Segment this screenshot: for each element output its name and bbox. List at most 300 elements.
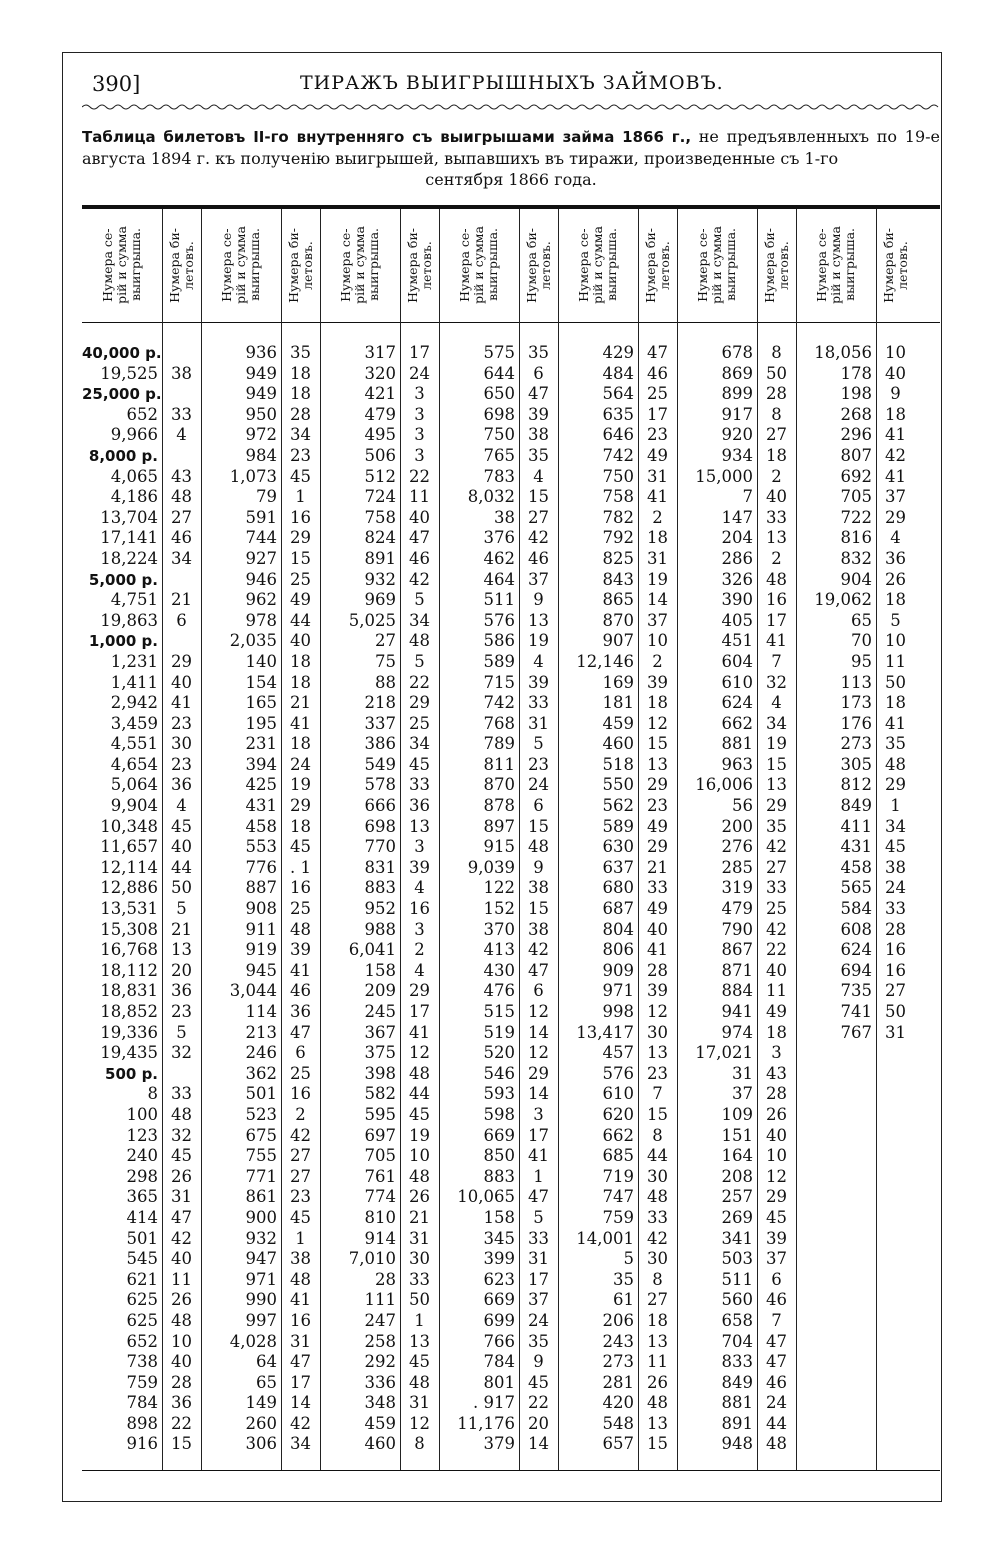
ticket-cell: 4 — [414, 878, 425, 898]
ticket-cell: 37 — [528, 569, 549, 589]
page-number: 390] — [92, 72, 141, 96]
ticket-cell: 11 — [409, 487, 430, 507]
series-cell: 883 — [364, 878, 396, 898]
ticket-cell: 46 — [766, 1372, 787, 1392]
series-cell: 19,336 — [100, 1022, 158, 1042]
series-cell: 546 — [483, 1063, 515, 1083]
ticket-cell: 27 — [885, 981, 906, 1001]
ticket-cell: 27 — [290, 1166, 311, 1186]
ticket-cell: 15 — [528, 816, 549, 836]
ticket-cell: 41 — [885, 466, 906, 486]
series-cell: 644 — [483, 363, 515, 383]
ticket-cell: 42 — [766, 919, 787, 939]
series-cell: 19,525 — [100, 363, 158, 383]
series-cell: 3,044 — [229, 981, 277, 1001]
ticket-cell: 3 — [414, 404, 425, 424]
series-cell: 12,886 — [100, 878, 158, 898]
series-cell: 908 — [245, 899, 277, 919]
ticket-cell: 10 — [171, 1331, 192, 1351]
ticket-cell: 33 — [647, 1207, 668, 1227]
ticket-cell: 18 — [290, 363, 311, 383]
ticket-cell: 40 — [171, 672, 192, 692]
series-cell: 420 — [602, 1393, 634, 1413]
series-cell: 281 — [602, 1372, 634, 1392]
ticket-cell: 14 — [647, 590, 668, 610]
column-header-ticket — [400, 212, 439, 318]
ticket-cell: 19 — [528, 631, 549, 651]
ticket-cell: 39 — [290, 940, 311, 960]
ticket-cell: 23 — [290, 445, 311, 465]
ticket-cell: 16 — [885, 960, 906, 980]
series-cell: 218 — [364, 693, 396, 713]
ticket-cell: 39 — [647, 981, 668, 1001]
series-cell: 164 — [721, 1146, 753, 1166]
series-cell: 887 — [245, 878, 277, 898]
series-cell: 576 — [483, 610, 515, 630]
series-cell: 10,348 — [100, 816, 158, 836]
series-cell: 584 — [840, 899, 872, 919]
ticket-cell: 23 — [171, 713, 192, 733]
series-cell: 843 — [602, 569, 634, 589]
ticket-cell: 18 — [766, 445, 787, 465]
header-rule — [82, 322, 940, 323]
series-cell: 5,064 — [110, 775, 158, 795]
ticket-cell: 24 — [409, 363, 430, 383]
ticket-cell: 29 — [885, 507, 906, 527]
series-cell: 240 — [126, 1146, 158, 1166]
ticket-cell: 37 — [528, 1290, 549, 1310]
series-cell: 362 — [245, 1063, 277, 1083]
ticket-cell: 24 — [528, 775, 549, 795]
series-cell: 165 — [245, 693, 277, 713]
series-cell: 61 — [613, 1290, 634, 1310]
ticket-cell: 37 — [766, 1249, 787, 1269]
ticket-cell: 41 — [885, 713, 906, 733]
series-cell: 158 — [483, 1207, 515, 1227]
ticket-cell: 32 — [171, 1043, 192, 1063]
ticket-cell: 16 — [290, 1084, 311, 1104]
series-cell: 685 — [602, 1146, 634, 1166]
ticket-cell: 26 — [171, 1166, 192, 1186]
series-cell: 652 — [126, 404, 158, 424]
ticket-cell: 22 — [409, 672, 430, 692]
series-cell: 697 — [364, 1125, 396, 1145]
series-cell: 257 — [721, 1187, 753, 1207]
series-cell: 666 — [364, 796, 396, 816]
series-cell: 515 — [483, 1002, 515, 1021]
ticket-cell — [162, 1064, 201, 1085]
ticket-cell: 21 — [171, 590, 192, 610]
ticket-cell: 16 — [885, 940, 906, 960]
series-cell: 652 — [126, 1331, 158, 1351]
ticket-cell: 47 — [528, 1187, 549, 1207]
ticket-cell: 19 — [766, 734, 787, 754]
series-cell: 635 — [602, 404, 634, 424]
series-cell: 850 — [483, 1146, 515, 1166]
series-cell: 984 — [245, 445, 277, 465]
ticket-cell: 47 — [766, 1331, 787, 1351]
ticket-cell: 15 — [290, 548, 311, 568]
ticket-cell: 23 — [647, 1063, 668, 1083]
series-cell: 268 — [840, 404, 872, 424]
series-cell: 414 — [126, 1207, 158, 1227]
ticket-cell: 22 — [171, 1413, 192, 1433]
ticket-cell: 21 — [290, 693, 311, 713]
series-cell: 286 — [721, 548, 753, 568]
series-cell: 459 — [364, 1413, 396, 1433]
ticket-cell: 44 — [409, 1084, 430, 1104]
series-cell: 9,904 — [110, 796, 158, 816]
series-cell: 429 — [602, 343, 634, 362]
series-cell: 173 — [840, 693, 872, 713]
series-cell: 460 — [602, 734, 634, 754]
ticket-cell: 25 — [290, 899, 311, 919]
ticket-cell: 4 — [176, 425, 187, 445]
series-cell: 564 — [602, 384, 634, 404]
series-cell: 719 — [602, 1166, 634, 1186]
series-cell: 2,942 — [110, 693, 158, 713]
series-cell: 208 — [721, 1166, 753, 1186]
ticket-cell: 13 — [647, 754, 668, 774]
ticket-cell: 21 — [409, 1207, 430, 1227]
table-caption — [82, 126, 940, 190]
ticket-cell: 40 — [171, 837, 192, 857]
series-cell: 9,966 — [110, 425, 158, 445]
series-cell: 462 — [483, 548, 515, 568]
series-cell: 878 — [483, 796, 515, 816]
ticket-cell: 47 — [528, 960, 549, 980]
series-cell: 849 — [840, 796, 872, 816]
series-cell: 413 — [483, 940, 515, 960]
series-cell: 149 — [245, 1393, 277, 1413]
series-cell: 15,000 — [695, 466, 753, 486]
ticket-cell: 41 — [290, 713, 311, 733]
series-cell: 27 — [375, 631, 396, 651]
series-cell: 152 — [483, 899, 515, 919]
ticket-cell: 26 — [766, 1104, 787, 1124]
ticket-cell: 13 — [647, 1413, 668, 1433]
series-cell: 784 — [483, 1352, 515, 1372]
series-cell: 411 — [840, 816, 872, 836]
series-cell: 917 — [721, 404, 753, 424]
series-cell: 741 — [840, 1002, 872, 1021]
series-cell: 12,146 — [576, 651, 634, 671]
series-cell: 7,010 — [348, 1249, 396, 1269]
ticket-cell: 14 — [528, 1434, 549, 1454]
series-cell: 907 — [602, 631, 634, 651]
series-cell: 578 — [364, 775, 396, 795]
series-cell: 742 — [483, 693, 515, 713]
series-cell: 276 — [721, 837, 753, 857]
ticket-cell: 13 — [647, 1331, 668, 1351]
series-cell: 919 — [245, 940, 277, 960]
ticket-cell: 26 — [171, 1290, 192, 1310]
series-cell: 766 — [483, 1331, 515, 1351]
ticket-cell: 36 — [171, 1393, 192, 1413]
series-cell: 19,435 — [100, 1043, 158, 1063]
ticket-cell: 15 — [766, 754, 787, 774]
series-cell: 2,035 — [229, 631, 277, 651]
ticket-cell: 4 — [533, 466, 544, 486]
series-cell: 458 — [245, 816, 277, 836]
ticket-cell: 13 — [766, 528, 787, 548]
series-cell: 16,006 — [695, 775, 753, 795]
series-cell: 38 — [494, 507, 515, 527]
series-cell: 946 — [245, 569, 277, 589]
series-cell: 459 — [602, 713, 634, 733]
series-cell: 246 — [245, 1043, 277, 1063]
series-cell: 825 — [602, 548, 634, 568]
ticket-cell: 15 — [647, 1104, 668, 1124]
ticket-cell — [162, 631, 201, 652]
ticket-cell: 36 — [171, 981, 192, 1001]
series-cell: 319 — [721, 878, 753, 898]
series-cell: 675 — [245, 1125, 277, 1145]
ticket-cell: 40 — [647, 919, 668, 939]
ticket-cell: 30 — [409, 1249, 430, 1269]
series-cell: 738 — [126, 1352, 158, 1372]
column-header-series — [201, 212, 281, 318]
series-cell: 247 — [364, 1310, 396, 1330]
series-cell: 897 — [483, 816, 515, 836]
series-cell: 12,114 — [100, 857, 158, 877]
series-cell: 941 — [721, 1002, 753, 1021]
series-cell: 379 — [483, 1434, 515, 1454]
ticket-cell: 10 — [766, 1146, 787, 1166]
ticket-cell: 38 — [528, 919, 549, 939]
ticket-cell: 5 — [533, 1207, 544, 1227]
series-column — [558, 343, 634, 1455]
ticket-cell: 36 — [885, 548, 906, 568]
series-cell: 151 — [721, 1125, 753, 1145]
ticket-cell: 46 — [766, 1290, 787, 1310]
ticket-column — [757, 343, 796, 1455]
ticket-cell — [162, 384, 201, 405]
series-cell: 464 — [483, 569, 515, 589]
series-cell: 662 — [721, 713, 753, 733]
series-column — [677, 343, 753, 1455]
series-cell: 669 — [483, 1290, 515, 1310]
ticket-cell: 32 — [766, 672, 787, 692]
ticket-cell: 25 — [409, 713, 430, 733]
ticket-cell: 41 — [766, 631, 787, 651]
column-header-ticket — [519, 212, 558, 318]
series-cell: 610 — [721, 672, 753, 692]
series-cell: 969 — [364, 590, 396, 610]
column-header-series-label: Нумера се- рій и сумма выигрыша. — [338, 226, 381, 304]
column-header-ticket-label: Нумера би- летовъ. — [166, 227, 196, 303]
series-cell: 11,176 — [457, 1413, 515, 1433]
ticket-cell: 27 — [766, 857, 787, 877]
series-cell: 625 — [126, 1290, 158, 1310]
series-cell: 376 — [483, 528, 515, 548]
series-cell: 501 — [245, 1084, 277, 1104]
series-cell: 399 — [483, 1249, 515, 1269]
series-cell: 810 — [364, 1207, 396, 1227]
series-cell: 759 — [602, 1207, 634, 1227]
series-cell: 971 — [602, 981, 634, 1001]
ticket-cell: 42 — [766, 837, 787, 857]
ticket-cell: 15 — [528, 487, 549, 507]
series-cell: 678 — [721, 343, 753, 362]
column-header-ticket — [638, 212, 677, 318]
series-cell: 792 — [602, 528, 634, 548]
ticket-cell: 17 — [409, 343, 430, 362]
ticket-cell: 31 — [528, 713, 549, 733]
ticket-cell — [162, 446, 201, 467]
ticket-cell: 40 — [766, 487, 787, 507]
ticket-cell: 46 — [528, 548, 549, 568]
series-cell: 70 — [851, 631, 872, 651]
ticket-cell: 35 — [528, 445, 549, 465]
series-cell: 591 — [245, 507, 277, 527]
ticket-cell: 33 — [766, 507, 787, 527]
ticket-cell: 34 — [766, 713, 787, 733]
series-cell: 285 — [721, 857, 753, 877]
series-cell: 620 — [602, 1104, 634, 1124]
ticket-cell: 29 — [766, 796, 787, 816]
series-cell: 582 — [364, 1084, 396, 1104]
series-cell: 7 — [742, 487, 753, 507]
ticket-cell: 47 — [290, 1022, 311, 1042]
series-cell: 950 — [245, 404, 277, 424]
series-cell: 565 — [840, 878, 872, 898]
ticket-cell: 50 — [409, 1290, 430, 1310]
series-cell: 698 — [364, 816, 396, 836]
series-cell: 17,141 — [100, 528, 158, 548]
series-cell: 4,551 — [110, 734, 158, 754]
series-cell: 213 — [245, 1022, 277, 1042]
ticket-cell: 29 — [647, 775, 668, 795]
series-cell: 576 — [602, 1063, 634, 1083]
series-cell: 833 — [721, 1352, 753, 1372]
series-cell: 962 — [245, 590, 277, 610]
series-cell: 724 — [364, 487, 396, 507]
column-header-series — [439, 212, 519, 318]
series-cell: 37 — [732, 1084, 753, 1104]
ticket-cell: 26 — [409, 1187, 430, 1207]
ticket-cell: 35 — [290, 343, 311, 362]
ticket-cell: 3 — [414, 384, 425, 404]
ticket-cell: 33 — [171, 404, 192, 424]
series-cell: 914 — [364, 1228, 396, 1248]
series-cell: 431 — [840, 837, 872, 857]
series-cell: 1,000 р. — [88, 632, 158, 651]
ticket-cell: 44 — [171, 857, 192, 877]
series-cell: 545 — [126, 1249, 158, 1269]
series-cell: 243 — [602, 1331, 634, 1351]
series-cell: 687 — [602, 899, 634, 919]
series-cell: 5 — [623, 1249, 634, 1269]
ticket-cell: 15 — [647, 734, 668, 754]
series-cell: 870 — [483, 775, 515, 795]
series-cell: 13,704 — [100, 507, 158, 527]
series-cell: 109 — [721, 1104, 753, 1124]
series-cell: 11,657 — [100, 837, 158, 857]
ticket-cell: 33 — [528, 1228, 549, 1248]
series-cell: 345 — [483, 1228, 515, 1248]
ticket-cell: 31 — [409, 1393, 430, 1413]
ticket-cell: 29 — [528, 1063, 549, 1083]
ticket-cell: 28 — [290, 404, 311, 424]
series-cell: 518 — [602, 754, 634, 774]
series-cell: 553 — [245, 837, 277, 857]
ticket-cell: 38 — [528, 878, 549, 898]
series-cell: 35 — [613, 1269, 634, 1289]
ticket-cell: 3 — [414, 837, 425, 857]
ticket-cell: 24 — [528, 1310, 549, 1330]
ticket-cell: 8 — [771, 404, 782, 424]
ticket-cell: 39 — [409, 857, 430, 877]
ticket-cell: 35 — [528, 1331, 549, 1351]
ticket-cell: 20 — [171, 960, 192, 980]
ticket-cell: 47 — [409, 528, 430, 548]
ticket-cell: 25 — [290, 1063, 311, 1083]
ticket-cell: 9 — [533, 590, 544, 610]
series-cell: 744 — [245, 528, 277, 548]
series-cell: 625 — [126, 1310, 158, 1330]
ticket-cell: 3 — [414, 445, 425, 465]
ticket-cell: 13 — [647, 1043, 668, 1063]
ticket-cell: 49 — [290, 590, 311, 610]
ticket-cell: 50 — [885, 1002, 906, 1021]
ticket-cell: 13 — [171, 940, 192, 960]
ticket-cell: 15 — [528, 899, 549, 919]
ticket-cell: 2 — [771, 466, 782, 486]
series-cell: 881 — [721, 1393, 753, 1413]
series-cell: 209 — [364, 981, 396, 1001]
series-cell: 722 — [840, 507, 872, 527]
ticket-cell: 42 — [171, 1228, 192, 1248]
series-cell: 771 — [245, 1166, 277, 1186]
ticket-cell: 19 — [647, 569, 668, 589]
series-cell: 550 — [602, 775, 634, 795]
series-cell: 988 — [364, 919, 396, 939]
series-column — [439, 343, 515, 1455]
series-cell: 451 — [721, 631, 753, 651]
ticket-cell: 31 — [647, 548, 668, 568]
series-cell: 811 — [483, 754, 515, 774]
ticket-cell: 21 — [647, 857, 668, 877]
ticket-cell: 13 — [528, 610, 549, 630]
ticket-cell: 36 — [409, 796, 430, 816]
series-cell: 65 — [256, 1372, 277, 1392]
series-cell: 947 — [245, 1249, 277, 1269]
ticket-cell: 3 — [414, 919, 425, 939]
ticket-cell: 14 — [528, 1084, 549, 1104]
ticket-cell: 33 — [171, 1084, 192, 1104]
series-cell: 904 — [840, 569, 872, 589]
series-cell: 147 — [721, 507, 753, 527]
ticket-cell: 13 — [409, 816, 430, 836]
series-cell: 920 — [721, 425, 753, 445]
series-cell: 589 — [483, 651, 515, 671]
ticket-cell: 39 — [647, 672, 668, 692]
series-cell: 978 — [245, 610, 277, 630]
series-cell: 735 — [840, 981, 872, 1001]
column-header-series — [796, 212, 876, 318]
series-cell: 562 — [602, 796, 634, 816]
ticket-cell: 48 — [409, 1372, 430, 1392]
ticket-cell: 36 — [171, 775, 192, 795]
ticket-cell: 45 — [171, 1146, 192, 1166]
series-cell: 604 — [721, 651, 753, 671]
ticket-column — [281, 343, 320, 1455]
series-cell: 348 — [364, 1393, 396, 1413]
ticket-cell: 16 — [290, 878, 311, 898]
column-header-ticket — [876, 212, 915, 318]
ticket-cell — [162, 570, 201, 591]
